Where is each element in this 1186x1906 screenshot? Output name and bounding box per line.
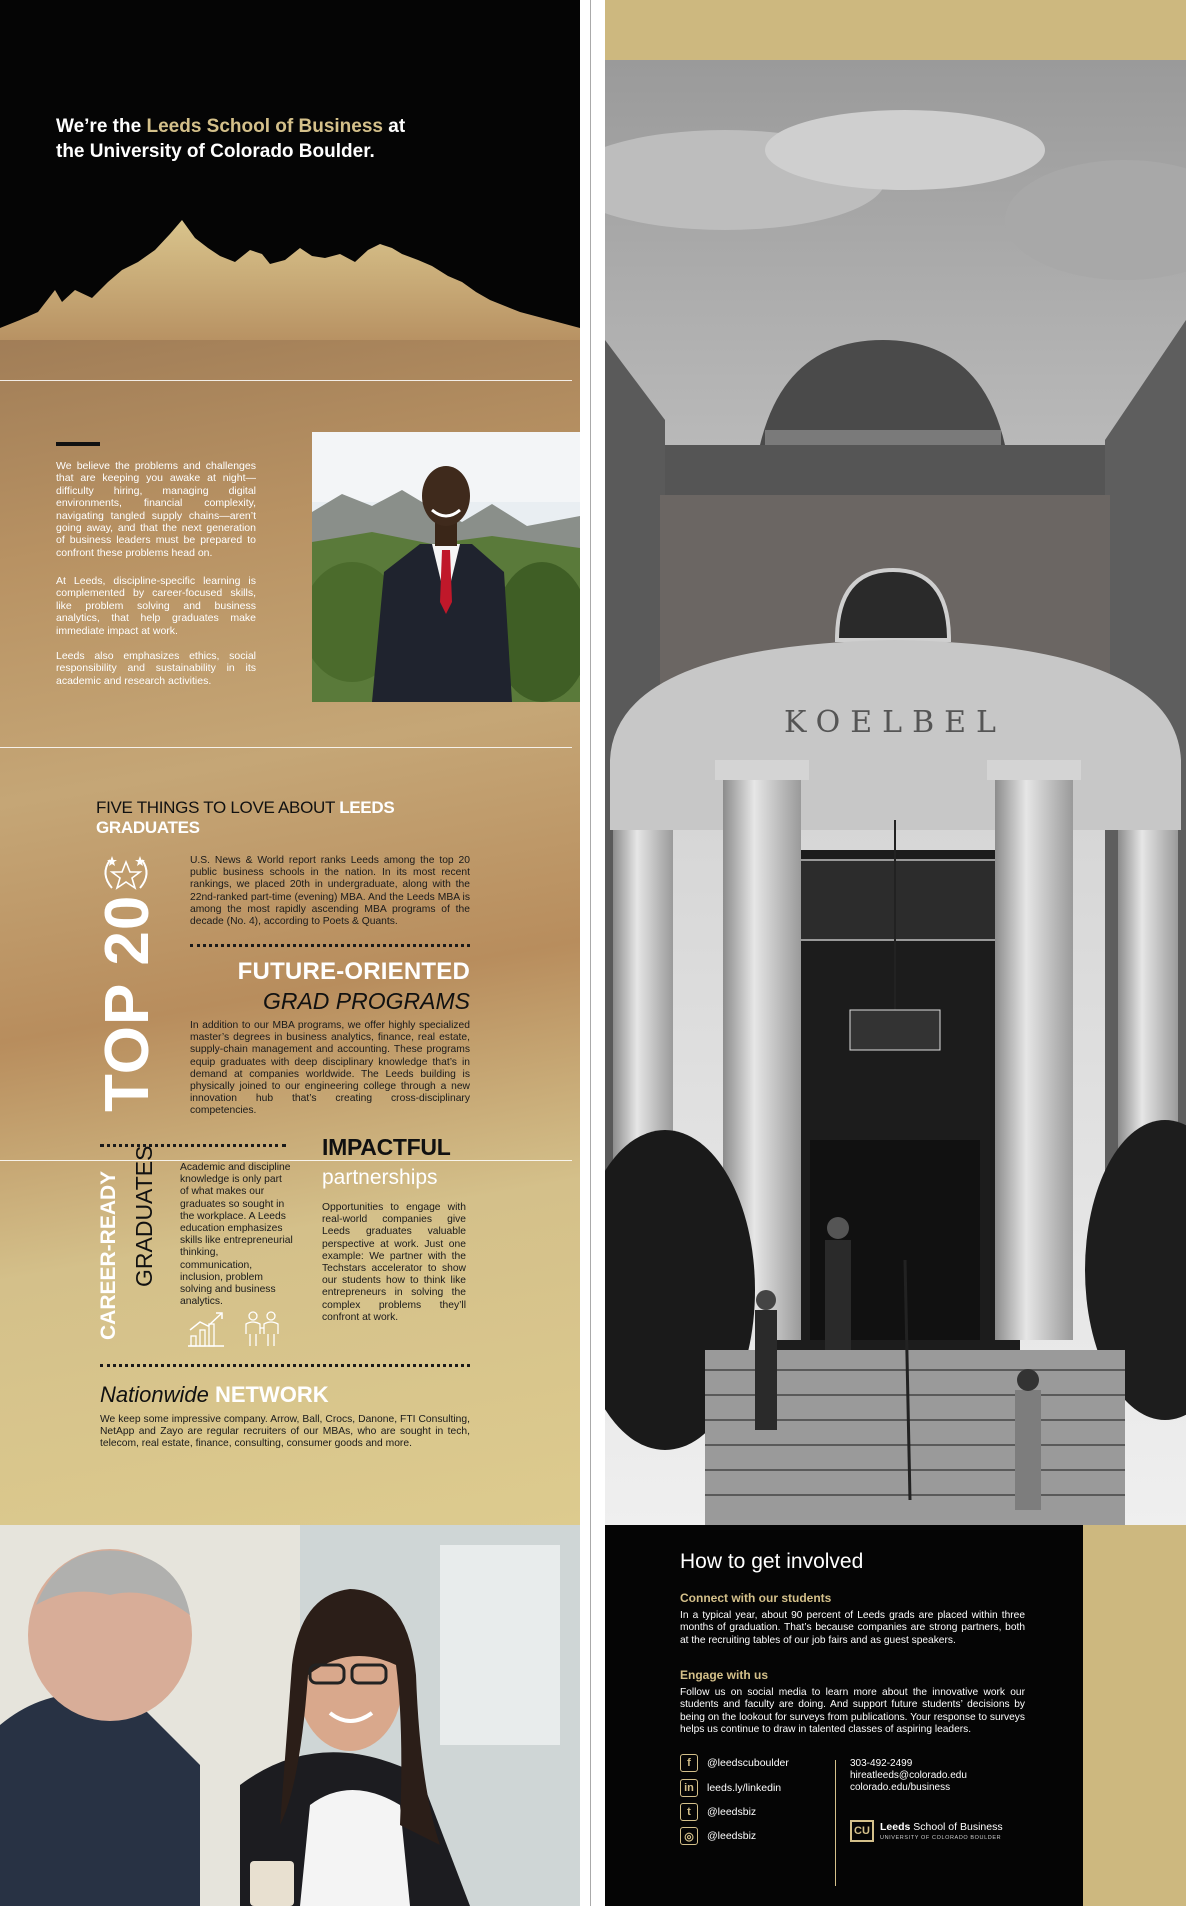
right-panel xyxy=(605,0,1186,1906)
leeds-logo: CU Leeds School of Business UNIVERSITY OF COLORADO BOULDER xyxy=(850,1820,1003,1842)
future-heading: FUTURE-ORIENTED xyxy=(237,958,470,985)
contact-divider xyxy=(835,1760,836,1886)
section-title: FIVE THINGS TO LOVE ABOUT LEEDS GRADUATES xyxy=(96,798,395,837)
top20-text: U.S. News & World report ranks Leeds among the top 20 public business schools in the nation. In its most recent rankings, we placed 20th in undergraduate, along with the 22nd-ranked part-time (evening) MBA. And the Leeds MBA is among the most rapidly ascending MBA programs of the decade (No. 4), according to Poets & Quants. xyxy=(190,855,470,928)
social-facebook[interactable] xyxy=(680,1753,789,1773)
network-heading: Nationwide NETWORK xyxy=(100,1382,329,1407)
contact-website[interactable]: colorado.edu/business xyxy=(850,1782,951,1793)
connect-heading: Connect with our students xyxy=(680,1591,832,1605)
dotted-divider xyxy=(100,1144,286,1147)
divider-line xyxy=(0,1160,572,1161)
team-people-icon xyxy=(242,1310,282,1348)
divider-line xyxy=(0,380,572,381)
future-subheading: GRAD PROGRAMS xyxy=(262,988,470,1014)
intro-paragraph-2: At Leeds, discipline-specific learning is complemented by career-focused skills, like problem solving and business analytics, that help graduates make immediate impact at work. xyxy=(56,575,256,637)
social-handle: @leedscuboulder xyxy=(707,1757,789,1769)
impactful-text: Opportunities to engage with real-world companies give Leeds graduates valuable perspective at work. Just one example: We partner with the Techstars accelerator to show our students how to think like entrepreneurs in solving the complex problems they’ll confront at work. xyxy=(322,1202,466,1323)
gold-side-block xyxy=(1083,1525,1186,1906)
facebook-icon: f xyxy=(680,1754,698,1772)
instagram-icon: ◎ xyxy=(680,1827,698,1845)
involved-title: How to get involved xyxy=(680,1550,864,1573)
network-text: We keep some impressive company. Arrow, Ball, Crocs, Danone, FTI Consulting, NetApp and Zayo are regular recruiters of our MBAs, who are sought in tech, telecom, real estate, finance, consulting, consumer goods and more. xyxy=(100,1414,470,1450)
growth-chart-icon xyxy=(186,1310,226,1348)
gold-top-strip xyxy=(605,0,1186,60)
social-twitter[interactable] xyxy=(680,1802,756,1822)
linkedin-icon: in xyxy=(680,1779,698,1797)
mountain-silhouette xyxy=(0,220,580,340)
social-linkedin[interactable] xyxy=(680,1778,781,1798)
divider-line xyxy=(0,747,572,748)
impactful-heading: IMPACTFUL xyxy=(322,1134,451,1160)
social-handle: leeds.ly/linkedin xyxy=(707,1782,782,1794)
dotted-divider xyxy=(100,1364,470,1367)
social-instagram[interactable] xyxy=(680,1826,756,1846)
connect-text: In a typical year, about 90 percent of Leeds grads are placed within three months of graduation. That’s because companies are strong partners, both at the recruiting tables of our job fairs and as guest speakers. xyxy=(680,1610,1025,1646)
twitter-icon: t xyxy=(680,1803,698,1821)
social-handle: @leedsbiz xyxy=(707,1830,757,1842)
engage-heading: Engage with us xyxy=(680,1668,769,1682)
future-text: In addition to our MBA programs, we offer highly specialized master’s degrees in business analytics, finance, real estate, supply-chain management and accounting. These programs equip graduates with deep disciplinary knowledge that’s in demand at companies worldwide. The Leeds building is physically joined to our engineering college through a new innovation hub that’s creating cross-disciplinary competencies. xyxy=(190,1020,470,1117)
impactful-subheading: partnerships xyxy=(322,1166,438,1189)
contact-phone[interactable]: 303-492-2499 xyxy=(850,1758,913,1769)
career-ready-label: CAREER-READY xyxy=(97,1170,120,1340)
networking-photo xyxy=(0,1525,580,1906)
social-handle: @leedsbiz xyxy=(707,1806,757,1818)
building-inscription: KOELBEL xyxy=(784,705,1006,740)
hero-title: We’re the Leeds School of Business at the University of Colorado Boulder. xyxy=(56,116,406,162)
cu-logo-icon: CU xyxy=(850,1820,874,1842)
koelbel-building-photo xyxy=(605,60,1186,1525)
dotted-divider xyxy=(190,944,470,947)
intro-paragraph-3: Leeds also emphasizes ethics, social responsibility and sustainability in its academic and research activities. xyxy=(56,650,256,687)
engage-text: Follow us on social media to learn more about the innovative work our students and faculty are doing. And support future students’ decisions by being on the lookout for surveys from publications. Your response to surveys helps us continue to draw in talented classes of aspiring leaders. xyxy=(680,1687,1025,1736)
hero-title-highlight: Leeds School of Business xyxy=(146,116,383,137)
career-text: Academic and discipline knowledge is only part of what makes our graduates so sought in the workplace. A Leeds education emphasizes skills like entrepreneurial thinking, communication, inclusion, problem solving and business analytics. xyxy=(180,1162,293,1308)
intro-paragraph-1: We believe the problems and challenges that are keeping you awake at night—difficulty hiring, managing digital environments, financial complexity, navigating tangled supply chains—aren’t going away, and that the next generation of business leaders must be prepared to confront these problems head on. xyxy=(56,460,256,559)
accent-dash xyxy=(56,442,100,446)
star-laurel-icon xyxy=(98,852,154,892)
left-panel xyxy=(0,0,580,1906)
page-fold-line xyxy=(590,0,591,1906)
graduates-label: GRADUATES xyxy=(131,1145,157,1287)
top20-label: TOP 20 xyxy=(93,894,162,1112)
page-gutter xyxy=(580,0,596,1906)
graduate-portrait-photo xyxy=(312,432,580,702)
contact-email[interactable]: hireatleeds@colorado.edu xyxy=(850,1770,967,1781)
